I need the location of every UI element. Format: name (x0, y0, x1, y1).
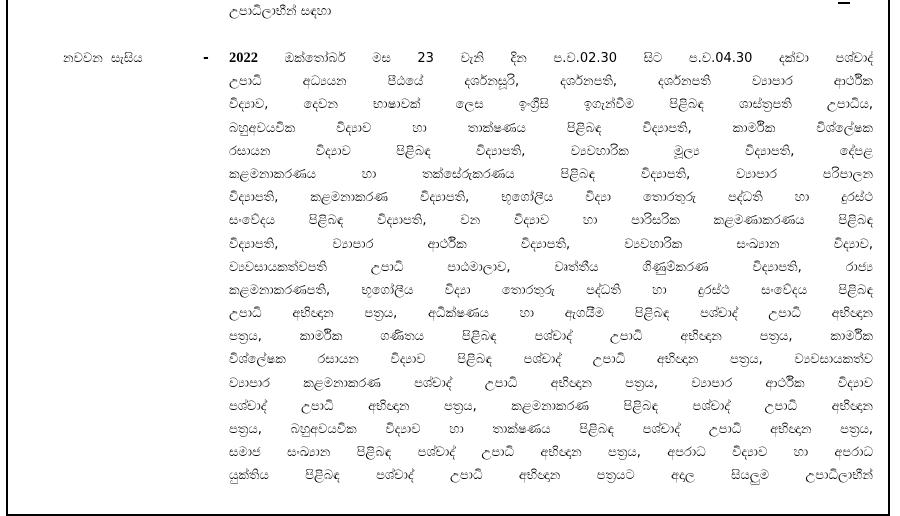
session-line: පශ්චාද් උපාධි අභිඥාන පත්‍රය, කළමනාකරණ පිළිබඳ පශ්චාද් උපාධි අභිඥාන (229, 398, 873, 414)
session-line: සංවේදය පිළිබඳ විද්‍යාපති, වන විද්‍යාව හා පාරිසරික කළමණාකරණය පිළිබඳ (229, 213, 873, 229)
session-line: පත්‍රය, කාර්මික ගණිතය පිළිබඳ පශ්චාද් උපාධි අභිඥාන පත්‍රය, කාර්මික (229, 329, 873, 345)
session-line: විශ්ලේෂක රසායන විද්‍යාව පිළිබඳ පශ්චාද් උපාධි අභිඥාන පත්‍රය, ව්‍යවසායකත්ව (229, 352, 873, 368)
session-line: සමාජ සංඛ්‍යාන පිළිබඳ පශ්චාද් උපාධි අභිඥාන පත්‍රය, අපරාධ විද්‍යාව හා අපරාධ (229, 445, 873, 461)
session-line: උපාධි අභිඥාන පත්‍රය, අධීක්ෂණය හා ඇගයීම පිළිබඳ පශ්චාද් උපාධි අභිඥාන (229, 306, 873, 322)
session-line: බහුඅවයවික විද්‍යාව හා තාක්ෂණය පිළිබඳ විද්‍යාපති, කාර්මික විශ්ලේෂක (229, 120, 873, 136)
session-label: නවවන සැසිය (63, 51, 143, 66)
session-line: ව්‍යවසායකත්වපති උපාධි පාඨමාලාව, වෘත්තීය ගිණුම්කරණ විද්‍යාපති, රාජ්‍ය (229, 259, 873, 275)
header-underscore (838, 0, 850, 4)
session-line: කළමනාකරණය හා තක්සේරුකරණය පිළිබඳ විද්‍යාපති, ව්‍යාපාර පරිපාලන (229, 166, 873, 182)
session-line: විද්‍යාපති, කළමනාකරණ විද්‍යාපති, භූගෝලීය විද්‍යා තොරතුරු පද්ධති හා දුරස්ථ (229, 190, 873, 206)
session-year: 2022 (229, 50, 258, 66)
header-fragment: උපාධිලාභීන් සඳහා (229, 4, 332, 19)
session-line: රසායන විද්‍යාව පිළිබඳ විද්‍යාපති, ව්‍යවහාරික මූල්‍ය විද්‍යාපති, දේපළ (229, 143, 873, 159)
session-line: ව්‍යාපාර කළමනාකරණ පශ්චාද් උපාධි අභිඥාන පත්‍රය, ව්‍යාපාර ආර්ථික විද්‍යාව (229, 375, 873, 391)
session-line: පත්‍රය, බහුඅවයවික විද්‍යාව හා තාක්ෂණය පිළිබඳ පශ්චාද් උපාධි අභිඥාන පත්‍රය, (229, 422, 873, 437)
session-line: කළමනාකරණපති, භූගෝලීය විද්‍යා තොරතුරු පද්ධති හා දුරස්ථ සංවේදය පිළිබඳ (229, 282, 873, 298)
session-line-last: යුක්තිය පිළිබඳ පශ්චාද් උපාධි අභිඥාන පත්‍රයට අදාල සියලුම උපාධිලාභීන් (229, 468, 873, 484)
session-line-first (229, 47, 873, 70)
session-line: විද්‍යාව, දෙවන භාෂාවක් ලෙස ඉංග්‍රීසි ඉගැන්වීම පිළිබඳ ශාස්ත්‍රපති උපාධිය, (229, 97, 873, 113)
session-line: විද්‍යාපති, ව්‍යාපාර ආර්ථික විද්‍යාපති, ව්‍යවහාරික සංඛ්‍යාන විද්‍යාව, (229, 236, 873, 252)
session-separator: - (203, 50, 209, 66)
session-line: උපාධි අධ්‍යයන පීඨයේ දර්ශනසූරි, දර්ශනපති, දර්ශනපති ව්‍යාපාර ආර්ථික (229, 74, 873, 90)
session-description (229, 47, 873, 488)
session-datetime-text: ඔක්තෝබර් මස 23 වැනි දින ප.ව.02.30 සිට ප.ව.04.30 දක්වා පශ්චාද් (258, 51, 873, 66)
